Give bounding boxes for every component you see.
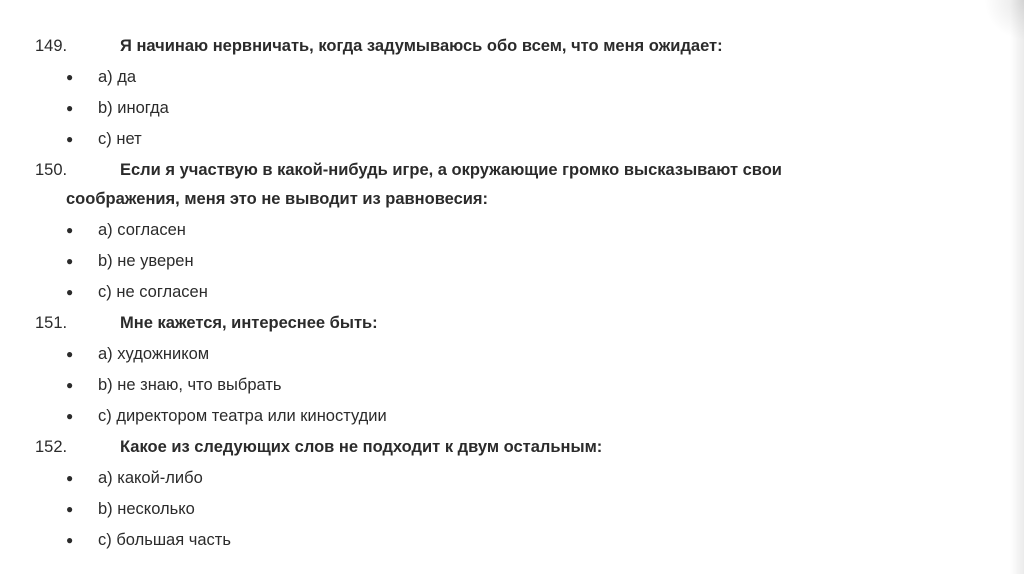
question-number: 149. <box>35 37 68 55</box>
bullet-icon: ● <box>66 223 74 237</box>
option-text: a) художником <box>98 345 210 363</box>
page-corner-shadow <box>984 0 1024 40</box>
question-text-continued: соображения, меня это не выводит из равновесия: <box>66 190 489 208</box>
option-text: b) иногда <box>98 99 169 117</box>
bullet-icon: ● <box>66 285 74 299</box>
question-text: Я начинаю нервничать, когда задумываюсь обо всем, что меня ожидает: <box>120 37 723 55</box>
bullet-icon: ● <box>66 101 74 115</box>
question-text: Какое из следующих слов не подходит к двум остальным: <box>120 438 603 456</box>
option-text: b) несколько <box>98 500 195 518</box>
page-edge-shadow <box>1010 0 1024 574</box>
bullet-icon: ● <box>66 502 74 516</box>
question-number: 152. <box>35 438 68 456</box>
bullet-icon: ● <box>66 70 74 84</box>
bullet-icon: ● <box>66 347 74 361</box>
option-text: c) не согласен <box>98 283 208 301</box>
question-text: Если я участвую в какой-нибудь игре, а окружающие громко высказывают свои <box>120 161 782 179</box>
option-text: b) не знаю, что выбрать <box>98 376 282 394</box>
question-number: 151. <box>35 314 68 332</box>
bullet-icon: ● <box>66 132 74 146</box>
bullet-icon: ● <box>66 254 74 268</box>
option-text: b) не уверен <box>98 252 194 270</box>
question-text: Мне кажется, интереснее быть: <box>120 314 378 332</box>
question-number: 150. <box>35 161 68 179</box>
option-text: a) да <box>98 68 137 86</box>
option-text: a) какой-либо <box>98 469 203 487</box>
option-text: c) нет <box>98 130 142 148</box>
bullet-icon: ● <box>66 471 74 485</box>
option-text: c) директором театра или киностудии <box>98 407 387 425</box>
bullet-icon: ● <box>66 409 74 423</box>
bullet-icon: ● <box>66 378 74 392</box>
option-text: a) согласен <box>98 221 186 239</box>
bullet-icon: ● <box>66 533 74 547</box>
option-text: c) большая часть <box>98 531 231 549</box>
